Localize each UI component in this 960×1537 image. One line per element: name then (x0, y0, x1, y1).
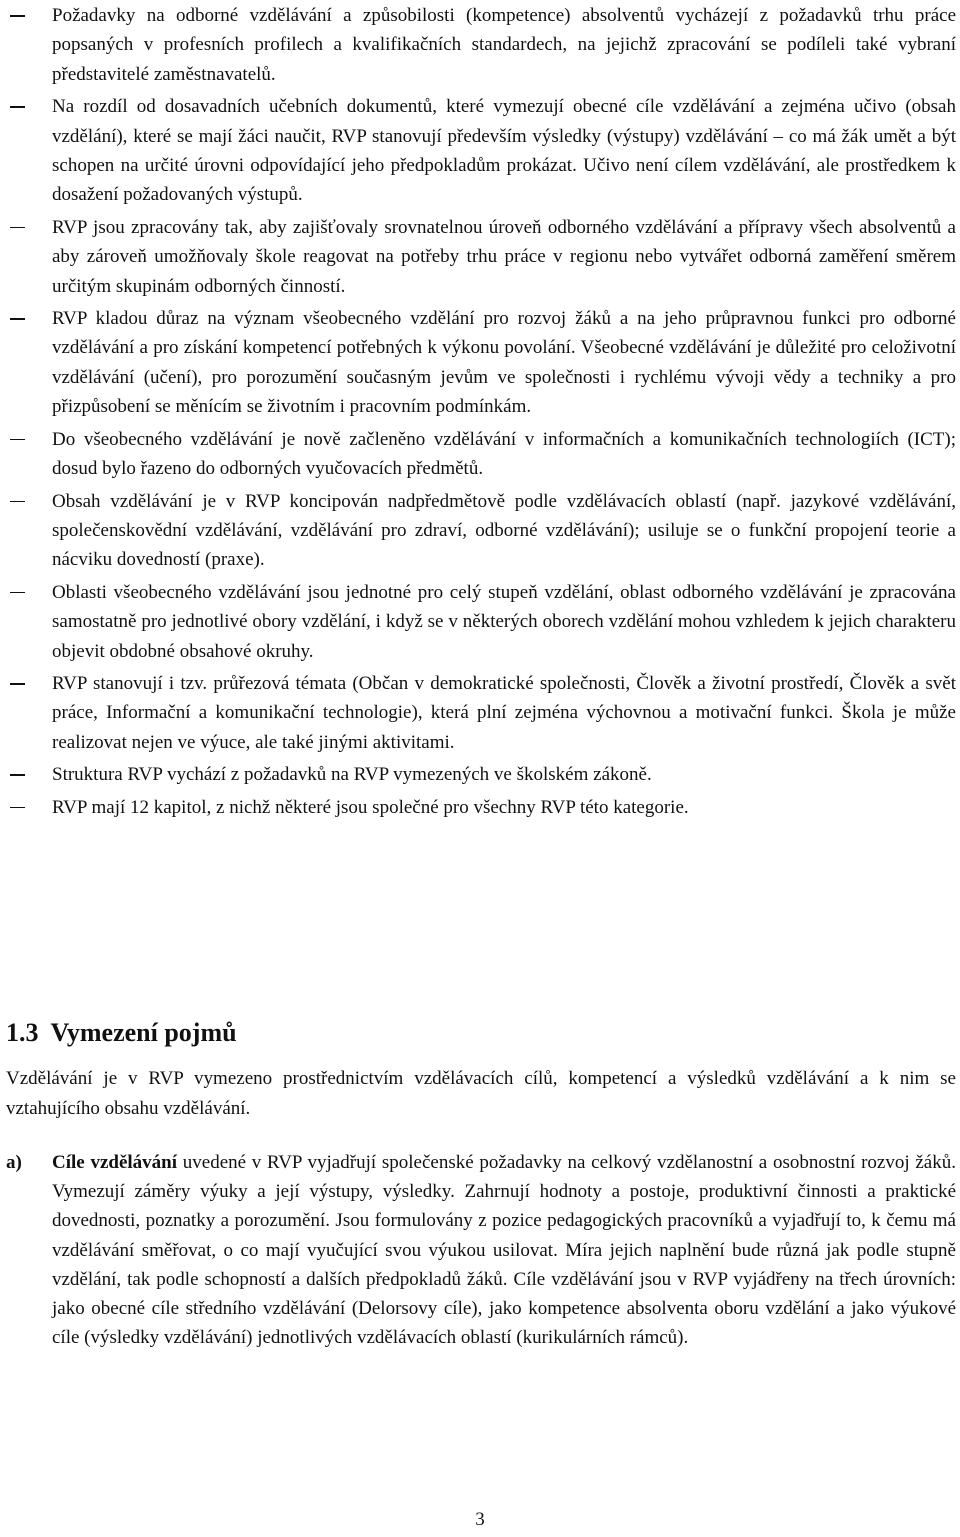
bullet-text: RVP stanovují i tzv. průřezová témata (Občan v demokratické společnosti, Člověk a životní prostředí, Člověk a svět práce, Informační a komunikační technologie), která plní zejména výchovnou a motivační funkci. Škola je může realizovat nejen ve výuce, ale také jinými aktivitami. (52, 672, 956, 753)
bullet-item (0, 92, 960, 210)
dash-bullet-icon (10, 106, 25, 108)
item-text: uvedené v RVP vyjadřují společenské požadavky na celkový vzdělanostní a osobnostní rozvoj žáků. Vymezují záměry výuky a její výstupy, výsledky. Zahrnují hodnoty a postoje, produktivní činnosti a praktické dovednosti, poznatky a porozumění. Jsou formulovány z pozice pedagogických pracovníků a vyjadřují to, k čemu má vzdělávání směřovat, o co mají vyučující svou výukou usilovat. Míra jejich naplnění bude různá jak podle stupně vzdělání, tak podle schopností a dalších předpokladů žáků. Cíle vzdělávání jsou v RVP vyjádřeny na třech úrovních: jako obecné cíle středního vzdělávání (Delorsovy cíle), jako kompetence absolventa oboru vzdělání a jako výukové cíle (výsledky vzdělávání) jednotlivých vzdělávacích oblastí (kurikulárních rámců). (52, 1152, 956, 1349)
definition-item-a (6, 1148, 956, 1352)
dash-bullet-icon (10, 227, 25, 229)
dash-bullet-icon (10, 318, 25, 320)
dash-bullet-icon (10, 592, 25, 594)
bullet-text: Na rozdíl od dosavadních učebních dokumentů, které vymezují obecné cíle vzdělávání a zejména učivo (obsah vzdělání), které se mají žáci naučit, RVP stanovují především výsledky (výstupy) vzdělávání – co má žák umět a být schopen na určité úrovni odpovídající jeho předpokladům prokázat. Učivo není cílem vzdělávání, ale prostředkem k dosažení požadovaných výstupů. (52, 96, 956, 206)
bullet-text: RVP mají 12 kapitol, z nichž některé jsou společné pro všechny RVP této kategorie. (52, 796, 689, 818)
bullet-text: RVP kladou důraz na význam všeobecného vzdělání pro rozvoj žáků a na jeho průpravnou funkci pro odborné vzdělávání a pro získání kompetencí potřebných k výkonu povolání. Všeobecné vzdělávání je důležité pro celoživotní vzdělávání (učení), pro porozumění současným jevům ve společnosti i rychlému vývoji vědy a techniky a pro přizpůsobení se měnícím se životním i pracovním podmínkám. (52, 308, 956, 418)
item-term: Cíle vzdělávání (52, 1152, 178, 1173)
page-number: 3 (475, 1509, 485, 1530)
bullet-item (0, 760, 960, 789)
bullet-item (0, 213, 960, 301)
section-title: Vymezení pojmů (50, 1018, 237, 1047)
bullet-item (0, 304, 960, 422)
intro-paragraph: Vzdělávání je v RVP vymezeno prostřednictvím vzdělávacích cílů, kompetencí a výsledků vzdělávání a k nim se vztahujícího obsahu vzdělávání. (6, 1068, 956, 1119)
dash-bullet-icon (10, 439, 25, 441)
dash-bullet-icon (10, 15, 25, 17)
dash-bullet-icon (10, 683, 25, 685)
bullet-item (0, 669, 960, 757)
dash-bullet-icon (10, 774, 25, 776)
bullet-item (0, 1, 960, 89)
dash-bullet-icon (10, 807, 25, 809)
bullet-item (0, 578, 960, 666)
bullet-text: Struktura RVP vychází z požadavků na RVP vymezených ve školském zákoně. (52, 764, 652, 786)
section-heading (6, 1016, 237, 1050)
bullet-text: Požadavky na odborné vzdělávání a způsobilosti (kompetence) absolventů vycházejí z požadavků trhu práce popsaných v profesních profilech a kvalifikačních standardech, na jejichž zpracování se podíleli také vybraní představitelé zaměstnavatelů. (52, 5, 956, 85)
bullet-text: Oblasti všeobecného vzdělávání jsou jednotné pro celý stupeň vzdělání, oblast odborného vzdělávání je zpracována samostatně pro jednotlivé obory vzdělání, i když se v některých oborech vzdělání mohou vzhledem k jejich charakteru objevit obdobné obsahové okruhy. (52, 581, 956, 662)
bullet-item (0, 793, 960, 822)
bullet-text: Obsah vzdělávání je v RVP koncipován nadpředmětově podle vzdělávacích oblastí (např. jazykové vzdělávání, společenskovědní vzdělávání, vzdělávání pro zdraví, odborné vzdělávání); usiluje se o funkční propojení teorie a nácviku dovedností (praxe). (52, 490, 956, 571)
item-marker: a) (6, 1152, 22, 1173)
bullet-item (0, 425, 960, 484)
bullet-item (0, 487, 960, 575)
section-number: 1.3 (6, 1018, 39, 1047)
bullet-text: RVP jsou zpracovány tak, aby zajišťovaly srovnatelnou úroveň odborného vzdělávání a přípravy všech absolventů a aby zároveň umožňovaly škole reagovat na potřeby trhu práce v regionu nebo vytvářet odborná zaměření směrem určitým skupinám odborných činností. (52, 216, 956, 297)
dash-bullet-icon (10, 501, 25, 503)
bullet-text: Do všeobecného vzdělávání je nově začleněno vzdělávání v informačních a komunikačních technologiích (ICT); dosud bylo řazeno do odborných vyučovacích předmětů. (52, 428, 956, 480)
